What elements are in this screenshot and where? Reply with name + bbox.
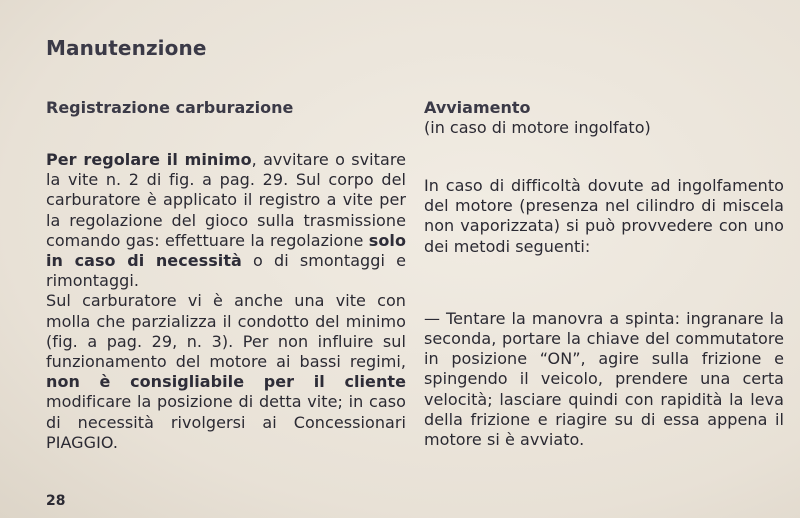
carburetion-p1-text1: , avvitare o svitare la vite n. 2 di fig. a pag. 29. Sul corpo del carburatore è applicato il registro a vite per la regolazione del gioco sulla trasmissione comando gas: effettuare la regolazione xyxy=(46,150,406,250)
startup-subheading: (in caso di motore ingolfato) xyxy=(424,118,651,137)
carburetion-heading: Registrazione carburazione xyxy=(46,98,294,117)
page-number: 28 xyxy=(46,493,66,509)
carburetion-p2 xyxy=(46,291,406,451)
carburetion-p1 xyxy=(46,150,406,290)
bold-not-advised: non è consigliabile per il cliente xyxy=(46,372,406,392)
startup-heading: Avviamento xyxy=(424,98,531,117)
startup-push-start: — Tentare la manovra a spinta: ingranare la seconda, portare la chiave del commutatore in posizione “ON”, agire sulla frizione e spingendo il veicolo, prendere una certa velocità; lasciare quindi con rapidità la leva della frizione e riagire su di essa appena il motore si è avviato. xyxy=(424,308,784,450)
carburetion-p2-text2: modificare la posizione di detta vite; in caso di necessità rivolgersi ai Concessionari PIAGGIO. xyxy=(46,392,406,452)
carburetion-p2-text1: Sul carburatore vi è anche una vite con molla che parzializza il condotto del minimo (fig. a pag. 29, n. 3). Per non influire sul funzionamento del motore ai bassi regimi, xyxy=(46,291,406,372)
carburetion-p1-text2: o di smontaggi e rimontaggi. xyxy=(46,251,406,291)
bold-idle-adjust: Per regolare il minimo xyxy=(46,150,252,169)
startup-intro: In caso di difficoltà dovute ad ingolfamento del motore (presenza nel cilindro di miscela non vaporizzata) si può provvedere con uno dei metodi seguenti: xyxy=(424,176,784,256)
carburetion-body xyxy=(46,150,406,453)
bold-only-if-needed: solo in caso di necessità xyxy=(46,230,406,271)
left-column xyxy=(46,98,406,453)
section-title: Manutenzione xyxy=(46,36,207,60)
right-column xyxy=(424,98,784,450)
